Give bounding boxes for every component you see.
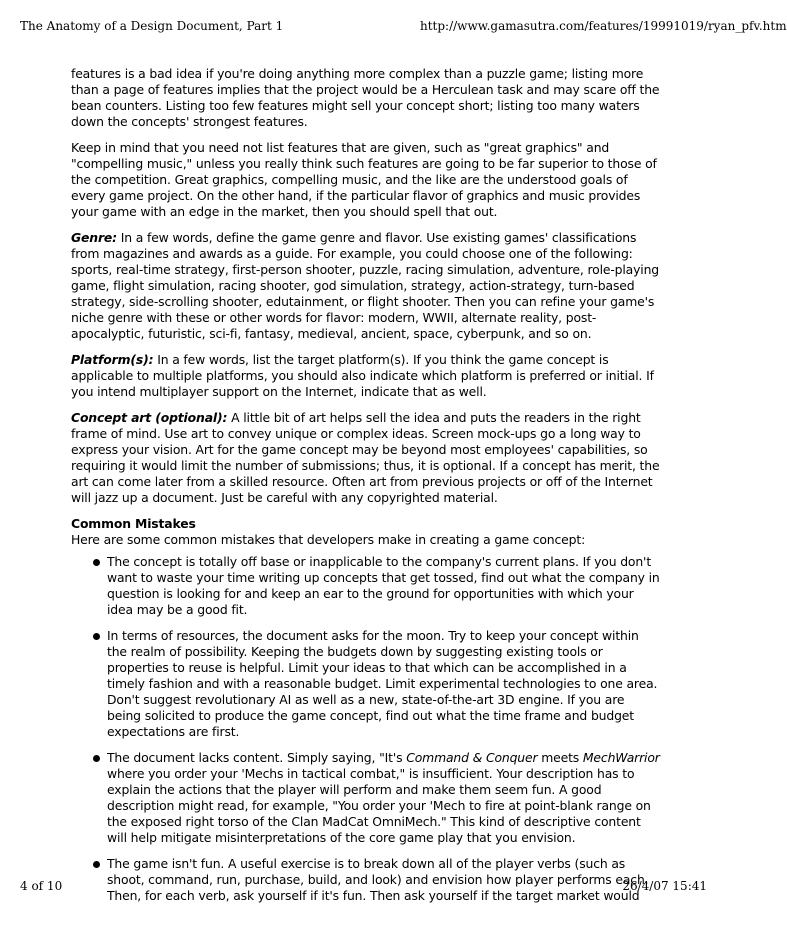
- print-timestamp: 26/4/07 15:41: [622, 879, 707, 893]
- mistake-text: where you order your 'Mechs in tactical combat," is insufficient. Your description has to explain the actions that the player will perform and make them seem fun. A good description might read, for example, "You order your 'Mech to fire at point-blank range on the exposed right torso of the Clan MadCat OmniMech." This kind of descriptive content will help mitigate misinterpretations of the core game play that you envision.: [107, 766, 651, 845]
- mistake-text: The document lacks content. Simply saying, "It's: [107, 750, 407, 765]
- common-mistakes-heading: Common Mistakes: [71, 516, 196, 531]
- concept-art-text: A little bit of art helps sell the idea and puts the readers in the right frame of mind. Use art to convey unique or complex ideas. Screen mock-ups go a long way to express your vision. Art for the game concept may be beyond most employees' capabilities, so requiring it would limit the number of submissions; thus, it is optional. If a concept has merit, the art can come later from a skilled resource. Often art from previous projects or off of the Internet will jazz up a document. Just be careful with any copyrighted material.: [71, 410, 660, 505]
- page-header-title: The Anatomy of a Design Document, Part 1: [20, 19, 284, 33]
- game-title: MechWarrior: [582, 750, 660, 765]
- concept-art-label: Concept art (optional):: [71, 410, 228, 425]
- paragraph-given-features: Keep in mind that you need not list features that are given, such as "great graphics" and "compelling music," unless you really think such features are going to be far superior to those of the competition. Great graphics, compelling music, and the like are the understood goals of every game project. On the other hand, if the particular flavor of graphics and music provides your game with an edge in the market, then you should spell that out.: [71, 140, 657, 219]
- platform-text: In a few words, list the target platform(s). If you think the game concept is applicable to multiple platforms, you should also indicate which platform is preferred or initial. If you intend multiplayer support on the Internet, indicate that as well.: [71, 352, 654, 399]
- list-item: The concept is totally off base or inapplicable to the company's current plans. If you don't want to waste your time writing up concepts that get tossed, find out what the company in question is looking for and keep an ear to the ground for opportunities with which your idea may be a good fit.: [107, 554, 660, 617]
- genre-label: Genre:: [71, 230, 117, 245]
- article-body: [71, 66, 661, 914]
- paragraph-common-mistakes: [71, 516, 661, 548]
- list-item: The game isn't fun. A useful exercise is to break down all of the player verbs (such as shoot, command, run, purchase, build, and look) and envision how player performs each. Then, for each verb, ask yourself if it's fun. Then ask yourself if the target market would: [107, 856, 661, 904]
- platform-label: Platform(s):: [71, 352, 154, 367]
- game-title: Command & Conquer: [406, 750, 538, 765]
- common-mistakes-intro: Here are some common mistakes that developers make in creating a game concept:: [71, 532, 586, 547]
- paragraph-features: features is a bad idea if you're doing anything more complex than a puzzle game; listing more than a page of features implies that the project would be a Herculean task and may scare off the bean counters. Listing too few features might sell your concept short; listing too many waters down the concepts' strongest features.: [71, 66, 660, 129]
- page-header-url: http://www.gamasutra.com/features/19991019/ryan_pfv.htm: [420, 19, 787, 33]
- mistake-text: meets: [537, 750, 583, 765]
- genre-text: In a few words, define the game genre and flavor. Use existing games' classifications from magazines and awards as a guide. For example, you could choose one of the following: sports, real-time strategy, first-person shooter, puzzle, racing simulation, adventure, role-playing game, flight simulation, racing shooter, god simulation, strategy, action-strategy, turn-based strategy, side-scrolling shooter, edutainment, or flight shooter. Then you can refine your game's niche genre with these or other words for flavor: modern, WWII, alternate reality, post-apocalyptic, futuristic, sci-fi, fantasy, medieval, ancient, space, cyberpunk, and so on.: [71, 230, 660, 341]
- list-item: [107, 750, 661, 846]
- list-item: In terms of resources, the document asks for the moon. Try to keep your concept within the realm of possibility. Keeping the budgets down by suggesting existing tools or properties to reuse is helpful. Limit your ideas to that which can be accomplished in a timely fashion and with a reasonable budget. Limit experimental technologies to one area. Don't suggest revolutionary AI as well as a new, state-of-the-art 3D engine. If you are being solicited to produce the game concept, find out what the time frame and budget expectations are first.: [107, 628, 661, 740]
- paragraph-concept-art: [71, 410, 661, 506]
- paragraph-genre: [71, 230, 661, 342]
- paragraph-platform: [71, 352, 661, 400]
- mistakes-list: [71, 554, 661, 904]
- page-number: 4 of 10: [20, 879, 63, 893]
